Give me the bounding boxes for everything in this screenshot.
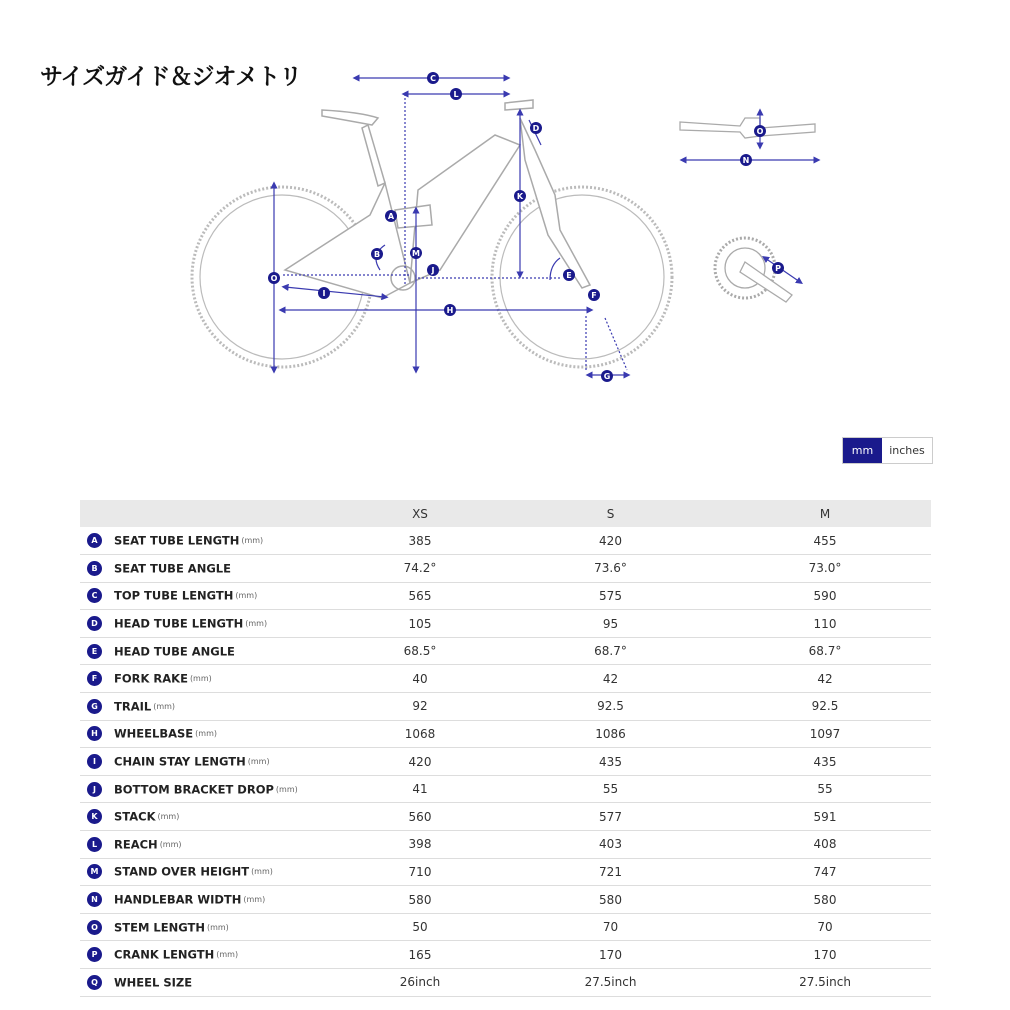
value-s: 92.5 [502,693,719,721]
svg-text:N: N [742,156,750,165]
value-s: 721 [502,858,719,886]
letter-badge: F [87,671,102,686]
badge-g [601,370,613,382]
row-label: BOTTOM BRACKET DROP [114,782,274,797]
svg-text:M: M [412,249,420,258]
value-m: 110 [719,610,931,638]
table-row [80,941,931,969]
value-xs: 50 [338,913,502,941]
row-unit: (mm) [157,812,180,822]
row-label: TOP TUBE LENGTH [114,588,234,603]
row-label-cell [80,775,338,803]
row-label-cell [80,665,338,693]
value-s: 1086 [502,720,719,748]
row-label: HANDLEBAR WIDTH [114,892,242,907]
svg-text:O: O [756,127,764,136]
table-header-row [80,500,931,527]
letter-badge: K [87,809,102,824]
value-xs: 398 [338,831,502,859]
page-title: サイズガイド＆ジオメトリ [40,64,302,90]
row-unit: (mm) [206,922,229,932]
header-label [80,500,338,527]
row-label-cell [80,886,338,914]
value-s: 73.6° [502,555,719,583]
value-m: 70 [719,913,931,941]
handlebar-inset [680,118,815,138]
table-row [80,527,931,555]
badge-e [563,269,575,281]
row-label-cell [80,610,338,638]
value-m: 170 [719,941,931,969]
svg-text:I: I [322,289,326,298]
row-label-cell [80,803,338,831]
value-m: 408 [719,831,931,859]
badge-c [427,72,439,84]
table-row [80,720,931,748]
badge-a [385,210,397,222]
row-label-cell [80,969,338,997]
row-label: REACH [114,837,158,852]
value-m: 92.5 [719,693,931,721]
row-label: HEAD TUBE ANGLE [114,644,235,659]
row-label: CRANK LENGTH [114,947,215,962]
table-row [80,969,931,997]
value-m: 68.7° [719,637,931,665]
value-xs: 92 [338,693,502,721]
letter-badge: B [87,561,102,576]
value-s: 70 [502,913,719,941]
value-m: 591 [719,803,931,831]
value-m: 590 [719,582,931,610]
row-label: FORK RAKE [114,671,188,686]
row-unit: (mm) [159,839,182,849]
row-label-cell [80,913,338,941]
value-xs: 560 [338,803,502,831]
svg-text:E: E [566,271,572,280]
row-label-cell [80,748,338,776]
svg-text:F: F [591,291,597,300]
row-unit: (mm) [235,591,258,601]
table-row [80,693,931,721]
row-label-cell [80,637,338,665]
row-unit: (mm) [275,784,298,794]
value-m: 580 [719,886,931,914]
letter-badge: I [87,754,102,769]
letter-badge: N [87,892,102,907]
row-label: STEM LENGTH [114,920,205,935]
letter-badge: G [87,699,102,714]
value-s: 95 [502,610,719,638]
svg-text:D: D [532,124,540,133]
row-label: HEAD TUBE LENGTH [114,616,244,631]
letter-badge: M [87,864,102,879]
value-s: 68.7° [502,637,719,665]
svg-text:K: K [516,192,524,201]
geometry-table [80,500,931,997]
table-body [80,527,931,996]
row-unit: (mm) [195,729,217,739]
row-label: WHEEL SIZE [114,975,193,990]
badge-p [772,262,784,274]
value-xs: 420 [338,748,502,776]
row-label: WHEELBASE [114,726,194,741]
header-size-xs: XS [338,500,502,527]
value-s: 435 [502,748,719,776]
svg-text:B: B [373,250,381,259]
value-m: 73.0° [719,555,931,583]
unit-toggle [842,437,933,464]
letter-badge: J [87,782,102,797]
table-row [80,748,931,776]
unit-mm-button[interactable]: mm [843,438,882,463]
svg-text:G: G [603,372,611,381]
badge-b [371,248,383,260]
value-xs: 1068 [338,720,502,748]
value-m: 747 [719,858,931,886]
row-label-cell [80,555,338,583]
value-m: 42 [719,665,931,693]
row-unit: (mm) [241,536,264,546]
table-row [80,886,931,914]
svg-text:C: C [430,74,436,83]
value-xs: 165 [338,941,502,969]
table-row [80,803,931,831]
badge-o-stem [754,125,766,137]
row-label: STAND OVER HEIGHT [114,864,250,879]
value-xs: 710 [338,858,502,886]
value-xs: 385 [338,527,502,555]
value-s: 27.5inch [502,969,719,997]
value-m: 455 [719,527,931,555]
value-xs: 68.5° [338,637,502,665]
row-label-cell [80,582,338,610]
badge-d [530,122,542,134]
value-xs: 105 [338,610,502,638]
value-s: 420 [502,527,719,555]
row-label: STACK [114,809,156,824]
value-s: 577 [502,803,719,831]
value-xs: 40 [338,665,502,693]
badge-i [318,287,330,299]
table-row [80,913,931,941]
row-label: CHAIN STAY LENGTH [114,754,246,769]
badge-k [514,190,526,202]
badge-j [427,264,439,276]
value-xs: 580 [338,886,502,914]
badge-l [450,88,462,100]
svg-text:H: H [446,306,454,315]
badge-o-wheel [268,272,280,284]
header-size-m: M [719,500,931,527]
table-row [80,858,931,886]
value-s: 403 [502,831,719,859]
row-unit: (mm) [243,895,266,905]
letter-badge: A [87,533,102,548]
letter-badge: P [87,947,102,962]
value-m: 55 [719,775,931,803]
row-label: SEAT TUBE ANGLE [114,561,231,576]
row-unit: (mm) [251,867,273,877]
table-row [80,555,931,583]
value-s: 575 [502,582,719,610]
row-unit: (mm) [247,757,270,767]
value-s: 170 [502,941,719,969]
badge-f [588,289,600,301]
letter-badge: D [87,616,102,631]
table-row [80,831,931,859]
row-label-cell [80,831,338,859]
row-label-cell [80,527,338,555]
value-s: 55 [502,775,719,803]
letter-badge: C [87,588,102,603]
value-m: 27.5inch [719,969,931,997]
letter-badge: Q [87,975,102,990]
letter-badge: E [87,644,102,659]
row-unit: (mm) [153,701,176,711]
row-label-cell [80,693,338,721]
bike-geometry-diagram [0,0,1010,420]
table-row [80,637,931,665]
badge-h [444,304,456,316]
row-unit: (mm) [216,950,239,960]
row-unit: (mm) [189,674,212,684]
svg-text:P: P [775,264,781,273]
unit-inches-button[interactable]: inches [882,438,932,463]
value-xs: 74.2° [338,555,502,583]
badge-m [410,247,422,259]
table-row [80,665,931,693]
value-s: 42 [502,665,719,693]
value-m: 435 [719,748,931,776]
table-row [80,582,931,610]
row-label-cell [80,941,338,969]
row-label: TRAIL [114,699,152,714]
svg-text:O: O [270,274,278,283]
row-label-cell [80,858,338,886]
row-unit: (mm) [245,619,268,629]
table-row [80,775,931,803]
table-row [80,610,931,638]
svg-text:L: L [453,90,459,99]
svg-text:A: A [387,212,395,221]
letter-badge: L [87,837,102,852]
header-size-s: S [502,500,719,527]
row-label-cell [80,720,338,748]
value-xs: 565 [338,582,502,610]
value-s: 580 [502,886,719,914]
row-label: SEAT TUBE LENGTH [114,533,240,548]
svg-text:J: J [431,266,435,275]
letter-badge: O [87,920,102,935]
value-xs: 41 [338,775,502,803]
value-xs: 26inch [338,969,502,997]
value-m: 1097 [719,720,931,748]
letter-badge: H [87,726,102,741]
badge-n [740,154,752,166]
